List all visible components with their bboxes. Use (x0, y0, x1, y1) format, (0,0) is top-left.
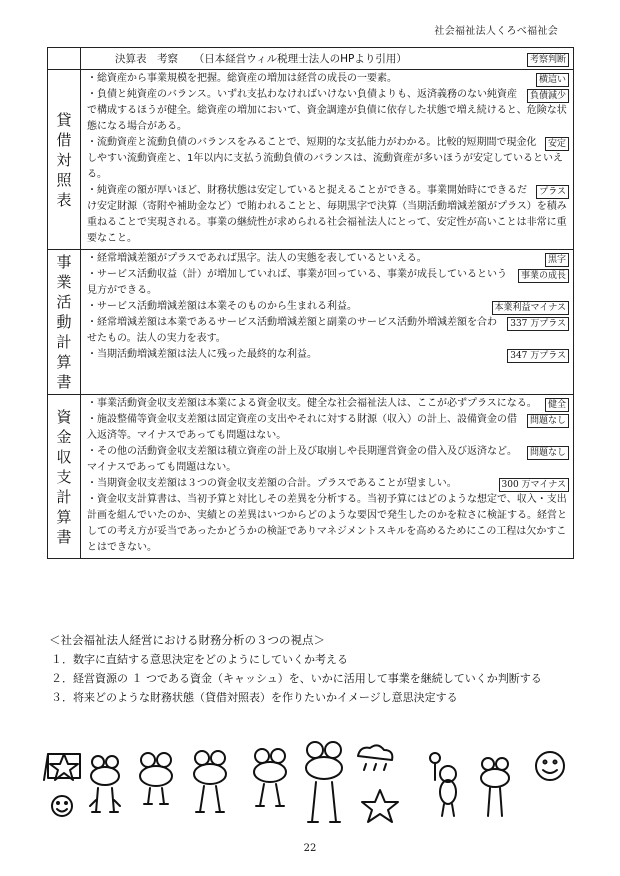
judgement-tag: 347 万プラス (507, 349, 569, 363)
analysis-text: ・純資産の額が厚いほど、財務状態は安定していると捉えることができる。事業開始時にできるだけ安定財源（寄附や補助金など）で賄われることと、毎期黒字で決算（当期活動増減差額がプラス）を積み重ねることで実現される。事業の継続性が求められる社会福祉法人にとって、安定性が高いことは非常に重要なこと。 (87, 185, 567, 244)
frog-drawing-icon (306, 742, 342, 822)
table-header-title: 決算表 考察 （日本経営ウィル税理士法人のHPより引用） (115, 53, 407, 65)
analysis-item (87, 476, 569, 492)
section-label-char: 事 (56, 253, 72, 271)
analysis-text: ・負債と純資産のバランス。いずれ支払わなければいけない負債よりも、返済義務のない純資産で構成するほうが健全。総資産の増加において、資金調達が負債に依存した状態で増え続けると、危険な状態になる場合がある。 (87, 89, 567, 132)
table-header-tag: 考察判断 (527, 53, 569, 67)
section-label (48, 70, 81, 250)
viewpoint-item: ２．経営資源の １ つである資金（キャッシュ）を、いかに活用して事業を継続していくか判断する (51, 672, 542, 685)
analysis-text: ・流動資産と流動負債のバランスをみることで、短期的な支払能力がわかる。比較的短期間で現金化しやすい流動資産と、1年以内に支払う流動負債のバランスは、流動資産が多いほうが安定しているといえる。 (87, 137, 564, 180)
section-label-char: 算 (56, 353, 72, 371)
analysis-text: ・施設整備等資金収支差額は固定資産の支出やそれに対する財源（収入）の計上、設備資金の借入返済等。マイナスであっても問題はない。 (87, 414, 517, 441)
viewpoints (47, 631, 574, 707)
section-label-char: 借 (56, 130, 72, 149)
section-label-char: 業 (56, 273, 72, 291)
table-header-cell (81, 48, 574, 70)
section-body (81, 395, 574, 559)
analysis-text: ・サービス活動収益（計）が増加していれば、事業が回っている、事業が成長しているという見方ができる。 (87, 269, 507, 296)
judgement-tag: 健全 (545, 398, 569, 412)
section-body (81, 70, 574, 250)
section-label-char: 金 (56, 427, 72, 446)
viewpoint-item: １．数字に直結する意思決定をどのようにしていくか考える (51, 653, 348, 666)
section-row (48, 250, 574, 395)
analysis-text: ・総資産から事業規模を把握。総資産の増加は経営の成長の一要素。 (87, 73, 397, 84)
frog-drawing-icon (481, 758, 509, 816)
analysis-text: ・当期活動増減差額は法人に残った最終的な利益。 (87, 349, 317, 360)
section-label-char: 支 (56, 467, 72, 486)
section-label-char: 収 (56, 447, 72, 466)
section-label-char: 動 (56, 313, 72, 331)
judgement-tag: 300 万マイナス (499, 478, 570, 492)
frog-drawing-icon (194, 751, 226, 812)
analysis-item (87, 87, 569, 135)
analysis-item (87, 444, 569, 476)
judgement-tag: 負債減少 (527, 89, 569, 103)
judgement-tag: 黒字 (545, 253, 569, 267)
section-label-char: 計 (56, 333, 72, 351)
table-header-blank (48, 48, 81, 70)
analysis-item (87, 492, 569, 556)
doodle-illustrations (40, 740, 580, 840)
viewpoint-item: ３．将来どのような財務状態（貸借対照表）を作りたいかイメージし意思決定する (51, 691, 458, 704)
frog-drawing-icon (140, 753, 172, 804)
section-label (48, 250, 81, 395)
section-label-char: 算 (56, 507, 72, 526)
judgement-tag: 問題なし (527, 414, 569, 428)
analysis-item (87, 183, 569, 247)
smiley-icon (52, 796, 72, 816)
star-drawing-icon (362, 790, 398, 822)
judgement-tag: 337 万プラス (507, 317, 569, 331)
section-row (48, 395, 574, 559)
section-body (81, 250, 574, 395)
judgement-tag: 安定 (545, 137, 569, 151)
judgement-tag: 本業利益マイナス (492, 301, 569, 315)
organization-name: 社会福祉法人くろべ福祉会 (434, 26, 558, 37)
analysis-item (87, 412, 569, 444)
analysis-text: ・サービス活動増減差額は本業そのものから生まれる利益。 (87, 301, 357, 312)
analysis-item (87, 396, 569, 412)
analysis-item (87, 251, 569, 267)
analysis-text: ・当期資金収支差額は３つの資金収支差額の合計。プラスであることが望ましい。 (87, 478, 457, 489)
analysis-item (87, 347, 569, 363)
analysis-text: ・経常増減差額は本業であるサービス活動増減差額と副業のサービス活動外増減差額を合わせたもの。法人の実力を表す。 (87, 317, 497, 344)
analysis-item (87, 299, 569, 315)
analysis-item (87, 315, 569, 347)
analysis-text: ・経常増減差額がプラスであれば黒字。法人の実態を表しているといえる。 (87, 253, 427, 264)
smiley-sun-icon (536, 752, 564, 780)
table-header-row (48, 48, 574, 70)
section-label-char: 照 (56, 170, 72, 189)
section-label-char: 書 (56, 527, 72, 546)
judgement-tag: 事業の成長 (518, 269, 569, 283)
section-label-char: 書 (56, 373, 72, 391)
section-label-char: 表 (56, 190, 72, 209)
section-label-char: 資 (56, 407, 72, 426)
frog-drawing-icon (254, 749, 286, 806)
section-label-char: 貸 (56, 110, 72, 129)
judgement-tag: 横這い (536, 73, 569, 87)
flower-drawing-icon (430, 753, 456, 816)
analysis-text: ・その他の活動資金収支差額は積立資産の計上及び取崩しや長期運営資金の借入及び返済など。マイナスであっても問題はない。 (87, 446, 517, 473)
frog-drawing-icon (90, 756, 120, 812)
section-label-char: 活 (56, 293, 72, 311)
star-drawing-icon (44, 754, 80, 780)
analysis-item (87, 267, 569, 299)
analysis-text: ・資金収支計算書は、当初予算と対比しその差異を分析する。当初予算にはどのような想定で、収入・支出計画を組んでいたのか、実績との差異はいつからどのような要因で発生したのかを粒さに検証する。経営としての考え方が妥当であったかどうかの検証でありマネジメントスキルを高めるためにこの工程は欠かすことはできない。 (87, 494, 567, 553)
judgement-tag: 問題なし (527, 446, 569, 460)
financial-analysis-table (47, 47, 574, 559)
analysis-item (87, 135, 569, 183)
section-label-char: 対 (56, 150, 72, 169)
judgement-tag: プラス (536, 185, 569, 199)
cloud-drawing-icon (358, 745, 392, 770)
page-number: 22 (303, 843, 317, 854)
analysis-text: ・事業活動資金収支差額は本業による資金収支。健全な社会福祉法人は、ここが必ずプラスになる。 (87, 398, 537, 409)
viewpoints-title: ＜社会福祉法人経営における財務分析の３つの視点＞ (49, 633, 325, 647)
section-label-char: 計 (56, 487, 72, 506)
section-row (48, 70, 574, 250)
analysis-item (87, 71, 569, 87)
section-label (48, 395, 81, 559)
